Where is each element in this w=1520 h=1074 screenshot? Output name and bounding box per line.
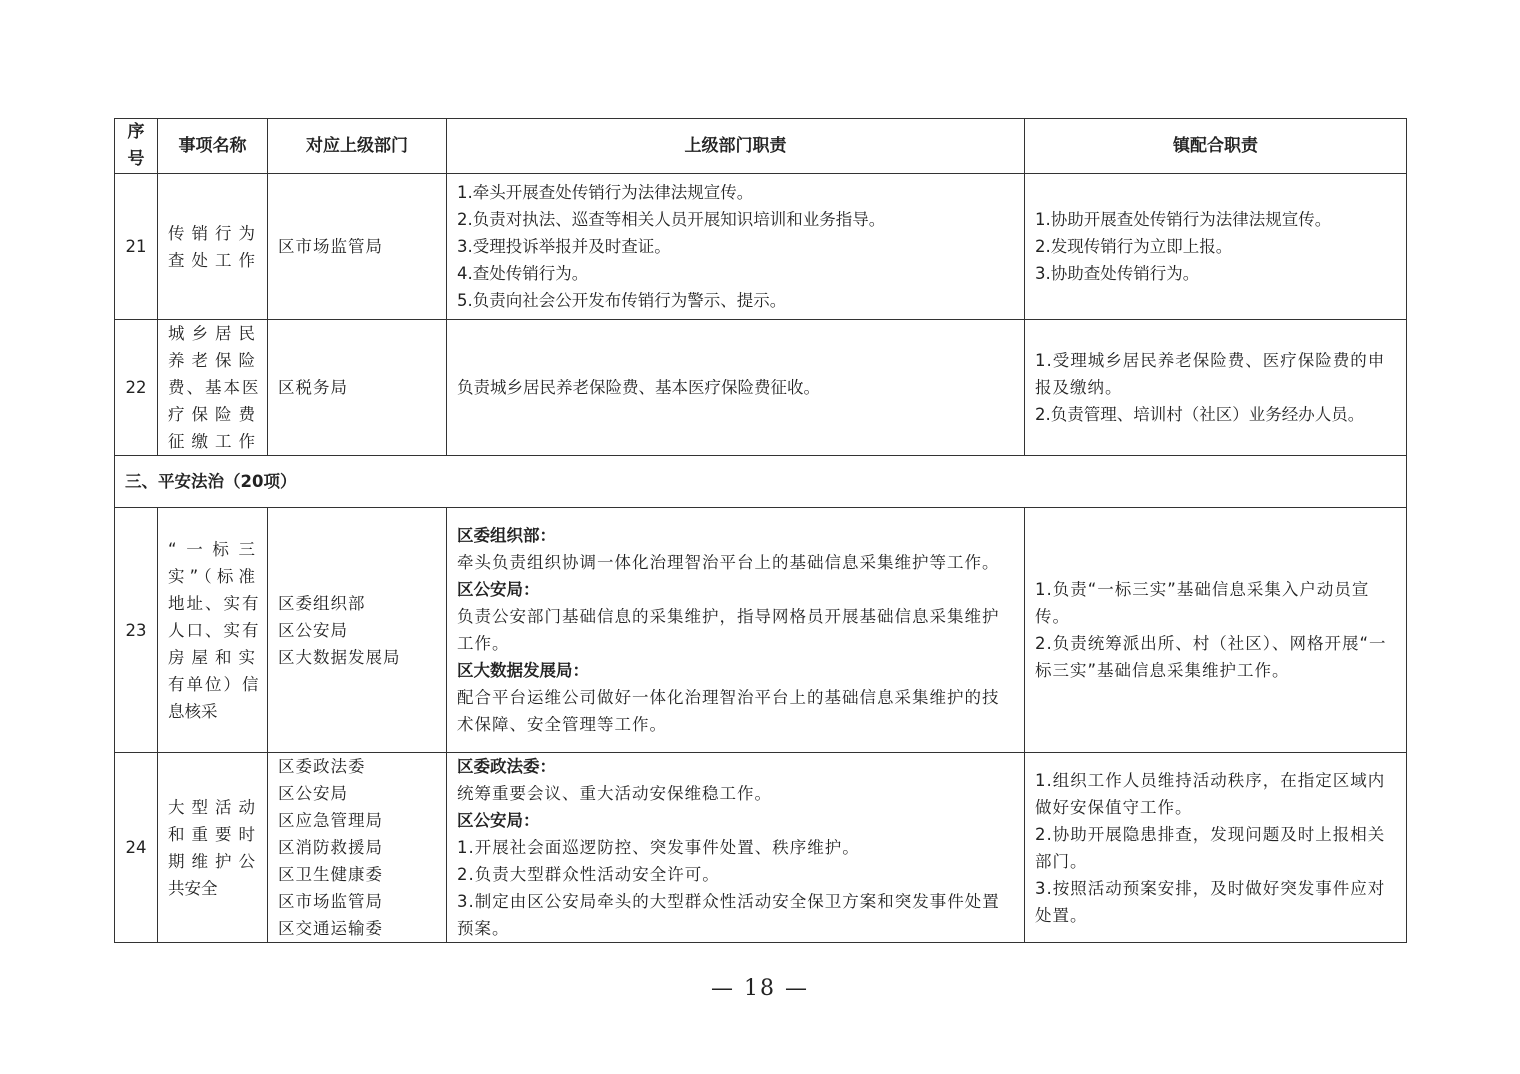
row-dept-duty — [447, 508, 1025, 753]
row-item-name — [158, 174, 268, 320]
duty-dept-heading: 区公安局： — [457, 580, 540, 599]
item-name-line: 传销行为 — [168, 223, 257, 243]
section-row — [115, 456, 1407, 508]
row-seq: 21 — [115, 174, 158, 320]
item-name-line: 征缴工作 — [168, 432, 257, 451]
dept-name: 区消防救援局 — [278, 838, 383, 857]
table-row-22 — [115, 320, 1407, 456]
header-item-name: 事项名称 — [158, 119, 268, 174]
table-row-24 — [115, 753, 1407, 943]
duty-table — [114, 118, 1407, 943]
header-dept: 对应上级部门 — [268, 119, 447, 174]
dept-name: 区公安局 — [278, 784, 348, 803]
row-dept-duty — [447, 753, 1025, 943]
item-name-line: 和重要时 — [168, 824, 257, 844]
item-name-line: 城乡居民 — [168, 324, 257, 343]
town-duty-line: 1.受理城乡居民养老保险费、医疗保险费的申报及缴纳。 — [1035, 351, 1386, 397]
item-name-line: 查处工作 — [168, 250, 257, 270]
duty-dept-heading: 区大数据发展局： — [457, 661, 589, 680]
item-name-line: 期维护公 — [168, 851, 257, 871]
row-town-duty — [1025, 508, 1407, 753]
header-seq: 序号 — [115, 119, 158, 174]
item-name-line: “一标三 — [168, 539, 257, 559]
town-duty-line: 2.负责管理、培训村（社区）业务经办人员。 — [1035, 405, 1365, 424]
dept-name: 区公安局 — [278, 620, 348, 640]
dept-name: 区市场监管局 — [278, 892, 383, 911]
dept-name: 区卫生健康委 — [278, 865, 383, 884]
dept-name: 区应急管理局 — [278, 811, 383, 830]
duty-text: 牵头负责组织协调一体化治理智治平台上的基础信息采集维护等工作。 — [457, 553, 1000, 572]
duty-line: 2.负责对执法、巡查等相关人员开展知识培训和业务指导。 — [457, 210, 886, 229]
table-row-23 — [115, 508, 1407, 753]
duty-dept-heading: 区委政法委： — [457, 757, 556, 776]
duty-line: 5.负责向社会公开发布传销行为警示、提示。 — [457, 291, 787, 310]
town-duty-line: 2.协助开展隐患排查，发现问题及时上报相关部门。 — [1035, 824, 1386, 871]
row-dept-duty — [447, 320, 1025, 456]
item-name-line: 大型活动 — [168, 797, 257, 817]
duty-text: 负责公安部门基础信息的采集维护，指导网格员开展基础信息采集维护工作。 — [457, 607, 1000, 653]
dept-name: 区委组织部 — [278, 593, 366, 613]
town-duty-line: 2.发现传销行为立即上报。 — [1035, 237, 1233, 256]
row-item-name — [158, 508, 268, 753]
duty-text: 统筹重要会议、重大活动安保维稳工作。 — [457, 784, 772, 803]
header-dept-duty: 上级部门职责 — [447, 119, 1025, 174]
table-header-row — [115, 119, 1407, 174]
row-dept — [268, 320, 447, 456]
duty-dept-heading: 区委组织部： — [457, 526, 556, 545]
town-duty-line: 1.组织工作人员维持活动秩序，在指定区域内做好安保值守工作。 — [1035, 770, 1386, 817]
row-town-duty — [1025, 320, 1407, 456]
town-duty-line: 1.负责“一标三实”基础信息采集入户动员宣传。 — [1035, 580, 1370, 626]
section-title: 三、平安法治（20项） — [115, 456, 1407, 508]
item-name-line: 费、基本医 — [168, 378, 261, 397]
duty-line: 负责城乡居民养老保险费、基本医疗保险费征收。 — [457, 378, 820, 397]
duty-line: 1.开展社会面巡逻防控、突发事件处置、秩序维护。 — [457, 838, 860, 857]
duty-line: 4.查处传销行为。 — [457, 264, 589, 283]
duty-text: 配合平台运维公司做好一体化治理智治平台上的基础信息采集维护的技术保障、安全管理等工作。 — [457, 688, 1000, 734]
dept-name: 区大数据发展局 — [278, 647, 401, 667]
item-name-line: 实”（标准 — [168, 566, 257, 586]
item-name-line: 地址、实有 — [168, 593, 261, 613]
duty-line: 1.牵头开展查处传销行为法律法规宣传。 — [457, 183, 754, 202]
town-duty-line: 3.按照活动预案安排，及时做好突发事件应对处置。 — [1035, 878, 1386, 925]
dept-name: 区委政法委 — [278, 757, 366, 776]
item-name-line: 共安全 — [168, 878, 218, 898]
duty-dept-heading: 区公安局： — [457, 811, 540, 830]
row-dept — [268, 753, 447, 943]
row-town-duty — [1025, 174, 1407, 320]
row-seq: 24 — [115, 753, 158, 943]
town-duty-line: 2.负责统筹派出所、村（社区）、网格开展“一标三实”基础信息采集维护工作。 — [1035, 634, 1387, 680]
item-name-line: 有单位）信 — [168, 674, 261, 694]
town-duty-line: 1.协助开展查处传销行为法律法规宣传。 — [1035, 210, 1332, 229]
header-town-duty: 镇配合职责 — [1025, 119, 1407, 174]
duty-line: 3.受理投诉举报并及时查证。 — [457, 237, 671, 256]
row-item-name — [158, 753, 268, 943]
item-name-line: 房屋和实 — [168, 647, 257, 667]
table-row-21 — [115, 174, 1407, 320]
item-name-line: 疗保险费 — [168, 405, 257, 424]
dept-name: 区交通运输委 — [278, 919, 383, 938]
item-name-line: 人口、实有 — [168, 620, 261, 640]
duty-line: 3.制定由区公安局牵头的大型群众性活动安全保卫方案和突发事件处置预案。 — [457, 892, 1000, 938]
row-town-duty — [1025, 753, 1407, 943]
page-number: — 18 — — [711, 976, 809, 1001]
row-seq: 22 — [115, 320, 158, 456]
item-name-line: 息核采 — [168, 701, 218, 721]
dept-name: 区税务局 — [278, 378, 348, 397]
row-dept — [268, 174, 447, 320]
row-dept — [268, 508, 447, 753]
row-item-name — [158, 320, 268, 456]
row-dept-duty — [447, 174, 1025, 320]
dept-name: 区市场监管局 — [278, 237, 383, 256]
town-duty-line: 3.协助查处传销行为。 — [1035, 264, 1200, 283]
duty-line: 2.负责大型群众性活动安全许可。 — [457, 865, 720, 884]
item-name-line: 养老保险 — [168, 351, 257, 370]
row-seq: 23 — [115, 508, 158, 753]
